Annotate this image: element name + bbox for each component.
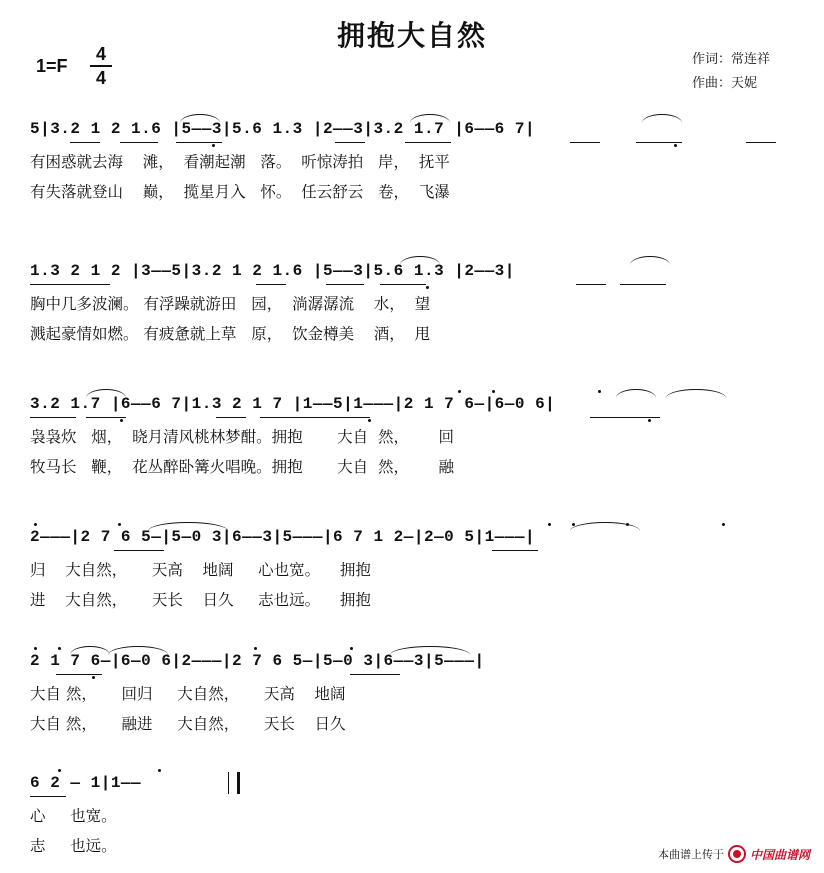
underline [636,142,682,143]
octave-dot [254,647,257,650]
footer-watermark [658,845,810,863]
underline [350,674,400,675]
score-system-5 [30,652,800,742]
octave-dot [492,390,495,393]
underline [176,142,222,143]
underline [576,284,606,285]
notation-line: 2———|2 7 6 5—|5—0 3|6——3|5———|6 7 1 2—|2—0 5|1———| [30,528,536,546]
underline [30,284,110,285]
slur [400,256,440,265]
underline [335,142,365,143]
time-signature-line [90,65,112,67]
score-system-6 [30,774,800,854]
upload-note: 本曲谱上传于 [657,848,724,861]
slur [86,389,126,398]
octave-dot [34,523,37,526]
notation-line: 5|3.2 1 2 1.6 |5——3|5.6 1.3 |2——3|3.2 1.7 |6——6 7| [30,120,536,138]
time-signature-bottom: 4 [95,68,106,88]
slur [410,114,450,123]
octave-dot [158,769,161,772]
lyric-verse-2: 志 也远。 [30,837,117,855]
octave-dot [368,419,371,422]
lyric-verse-1: 心 也宽。 [30,807,117,825]
score-system-1 [30,120,800,210]
slur [616,389,656,398]
lyricist-credit: 作词：常连祥 [692,52,771,67]
notation-line: 1.3 2 1 2 |3——5|3.2 1 2 1.6 |5——3|5.6 1.3 |2——3| [30,262,515,280]
lyric-verse-1: 胸中几多波澜。 有浮躁就游田 园， 淌潺潺流 水， 望 [30,295,431,313]
underline [326,284,364,285]
underline [30,417,76,418]
slur [108,646,168,655]
site-logo-icon [728,845,746,863]
lyric-verse-2: 大自 然， 融进 大自然， 天长 日久 [30,715,346,733]
octave-dot [548,523,551,526]
song-title: 拥抱大自然 [336,19,487,52]
octave-dot [350,647,353,650]
octave-dot [58,769,61,772]
lyric-verse-1: 归 大自然， 天高 地阔 心也宽。 拥抱 [30,561,371,579]
composer-credit: 作曲：天妮 [692,76,758,91]
slur [642,114,682,123]
octave-dot [674,144,677,147]
slur [390,646,470,655]
lyric-verse-2: 牧马长 鞭， 花丛醉卧篝火唱晚。拥抱 大自 然， 融 [30,458,455,476]
octave-dot [118,523,121,526]
time-signature [90,44,112,88]
octave-dot [120,419,123,422]
lyric-verse-2: 有失落就登山 巅， 揽星月入 怀。 任云舒云 卷， 飞瀑 [30,183,450,201]
underline [405,142,451,143]
slur [630,256,670,265]
octave-dot [722,523,725,526]
octave-dot [34,647,37,650]
credits [692,48,770,96]
underline [114,550,164,551]
notation-line: 6 2 — 1|1—— [30,774,142,792]
underline [590,417,660,418]
octave-dot [572,523,575,526]
slur [666,389,726,398]
lyric-verse-1: 有困惑就去海 滩， 看潮起潮 落。 听惊涛拍 岸， 抚平 [30,153,450,171]
slur [570,522,640,531]
lyric-verse-1: 大自 然， 回归 大自然， 天高 地阔 [30,685,346,703]
time-signature-top: 4 [95,44,106,64]
lyric-verse-2: 溅起豪情如燃。 有疲惫就上草 原， 饮金樽美 酒， 甩 [30,325,431,343]
underline [380,284,426,285]
slur [148,522,228,531]
underline [492,550,538,551]
key-signature: 1=F [36,56,68,76]
underline [256,284,286,285]
octave-dot [648,419,651,422]
score-system-4 [30,528,800,618]
slur [70,646,110,655]
octave-dot [626,523,629,526]
octave-dot [58,647,61,650]
underline [216,417,246,418]
lyric-verse-1: 袅袅炊 烟， 晓月清风桃林梦酣。拥抱 大自 然， 回 [30,428,455,446]
site-name[interactable]: 中国曲谱网 [749,847,810,862]
underline [30,796,66,797]
slur [180,114,220,123]
underline [570,142,600,143]
underline [86,417,126,418]
octave-dot [598,390,601,393]
octave-dot [92,676,95,679]
notation-line: 3.2 1.7 |6——6 7|1.3 2 1 7 |1——5|1———|2 1 7 6—|6—0 6| [30,395,556,413]
underline [620,284,666,285]
underline [56,674,102,675]
repeat-end-barline [228,772,240,794]
notation-line: 2 1 7 6—|6—0 6|2———|2 7 6 5—|5—0 3|6——3|5———| [30,652,485,670]
octave-dot [426,286,429,289]
octave-dot [458,390,461,393]
underline [746,142,776,143]
octave-dot [212,144,215,147]
underline [260,417,370,418]
lyric-verse-2: 进 大自然， 天长 日久 志也远。 拥抱 [30,591,371,609]
underline [70,142,100,143]
score-system-2 [30,262,800,352]
score-system-3 [30,395,800,485]
underline [120,142,158,143]
